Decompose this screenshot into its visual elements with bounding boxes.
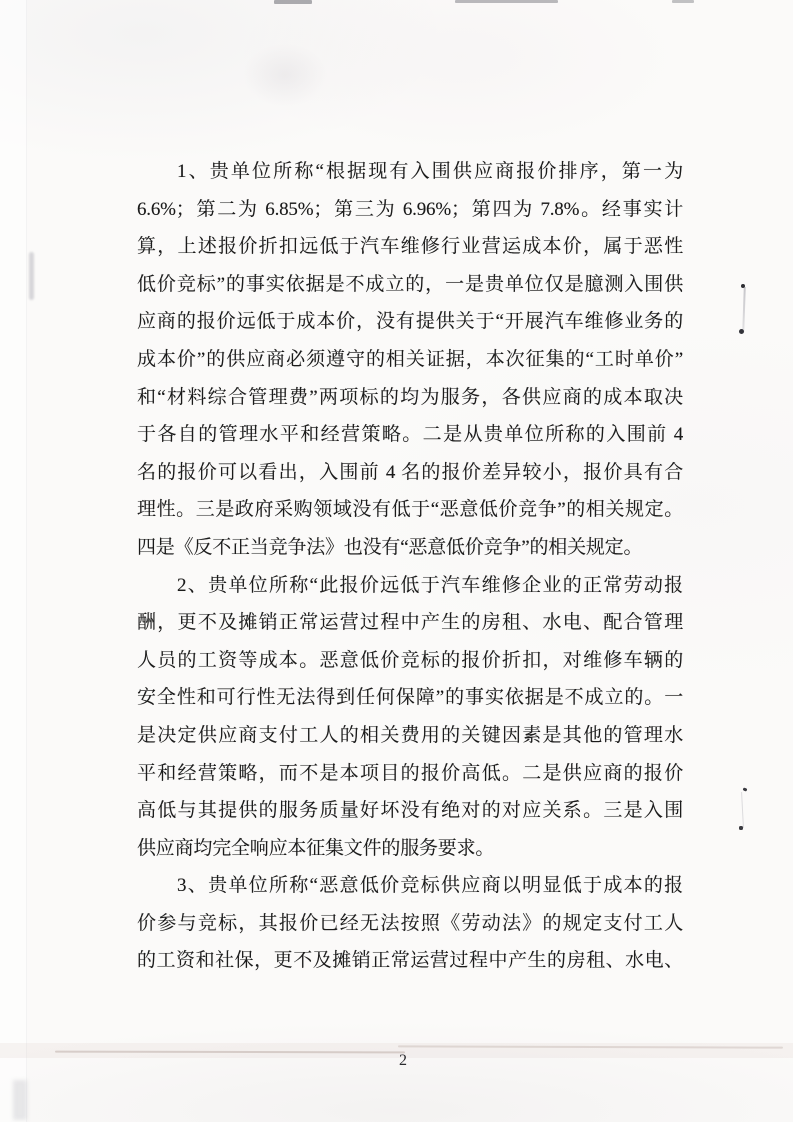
text-line: 于各自的管理水平和经营策略。二是从贵单位所称的入围前 4 (137, 424, 683, 446)
text-line: 1、贵单位所称“根据现有入围供应商报价排序，第一为 (177, 161, 683, 182)
text-line: 低价竞标”的事实依据是不成立的，一是贵单位仅是臆测入围供 (137, 273, 683, 295)
text-line: 是决定供应商支付工人的相关费用的关键因素是其他的管理水 (137, 724, 683, 746)
text-line: 人员的工资等成本。恶意低价竞标的报价折扣，对维修车辆的 (137, 649, 683, 671)
text-line: 和“材料综合管理费”两项标的均为服务，各供应商的成本取决 (137, 386, 683, 408)
scratch-streak (741, 792, 744, 828)
text-line: 安全性和可行性无法得到任何保障”的事实依据是不成立的。一 (137, 687, 683, 709)
ink-speck (743, 787, 748, 791)
page-number: 2 (399, 1052, 407, 1069)
text-line: 理性。三是政府采购领域没有低于“恶意低价竞争”的相关规定。 (137, 499, 683, 521)
text-line: 应商的报价远低于成本价，没有提供关于“开展汽车维修业务的 (137, 311, 683, 333)
text-line: 的工资和社保，更不及摊销正常运营过程中产生的房租、水电、 (137, 950, 683, 972)
paragraph (137, 153, 683, 567)
scan-artifact-scratch (736, 786, 750, 836)
scan-artifact-smudge (13, 1080, 27, 1120)
scan-artifact-top-sliver (672, 0, 694, 3)
text-line: 酬，更不及摊销正常运营过程中产生的房租、水电、配合管理 (137, 612, 683, 634)
text-line: 成本价”的供应商必须遵守的相关证据，本次征集的“工时单价” (137, 348, 683, 370)
ink-speck (739, 826, 743, 830)
text-line: 2、贵单位所称“此报价远低于汽车维修企业的正常劳动报 (177, 574, 683, 596)
text-line: 名的报价可以看出，入围前 4 名的报价差异较小，报价具有合 (137, 461, 683, 483)
text-line: 四是《反不正当竞争法》也没有“恶意低价竞争”的相关规定。 (137, 536, 643, 558)
paragraph (137, 867, 683, 980)
scan-artifact-top-sliver (455, 0, 558, 3)
text-line: 算，上述报价折扣远低于汽车维修行业营运成本价，属于恶性 (137, 236, 683, 258)
text-line: 6.6%；第二为 6.85%；第三为 6.96%；第四为 7.8%。经事实计 (137, 198, 683, 220)
paragraph (137, 567, 683, 868)
scratch-streak (742, 287, 746, 332)
text-line: 价参与竞标，其报价已经无法按照《劳动法》的规定支付工人 (137, 912, 683, 934)
document-body (137, 153, 683, 980)
ink-speck (739, 329, 744, 334)
text-line: 供应商均完全响应本征集文件的服务要求。 (137, 837, 495, 859)
text-line: 3、贵单位所称“恶意低价竞标供应商以明显低于成本的报 (177, 875, 683, 897)
text-line: 平和经营策略，而不是本项目的报价高低。二是供应商的报价 (137, 762, 683, 784)
scan-artifact-smudge (29, 252, 34, 300)
scan-artifact-scratch (738, 284, 750, 336)
scan-edge-strip (0, 0, 27, 1122)
text-line: 高低与其提供的服务质量好坏没有绝对的对应关系。三是入围 (137, 800, 683, 822)
scan-artifact-top-sliver (274, 0, 312, 4)
